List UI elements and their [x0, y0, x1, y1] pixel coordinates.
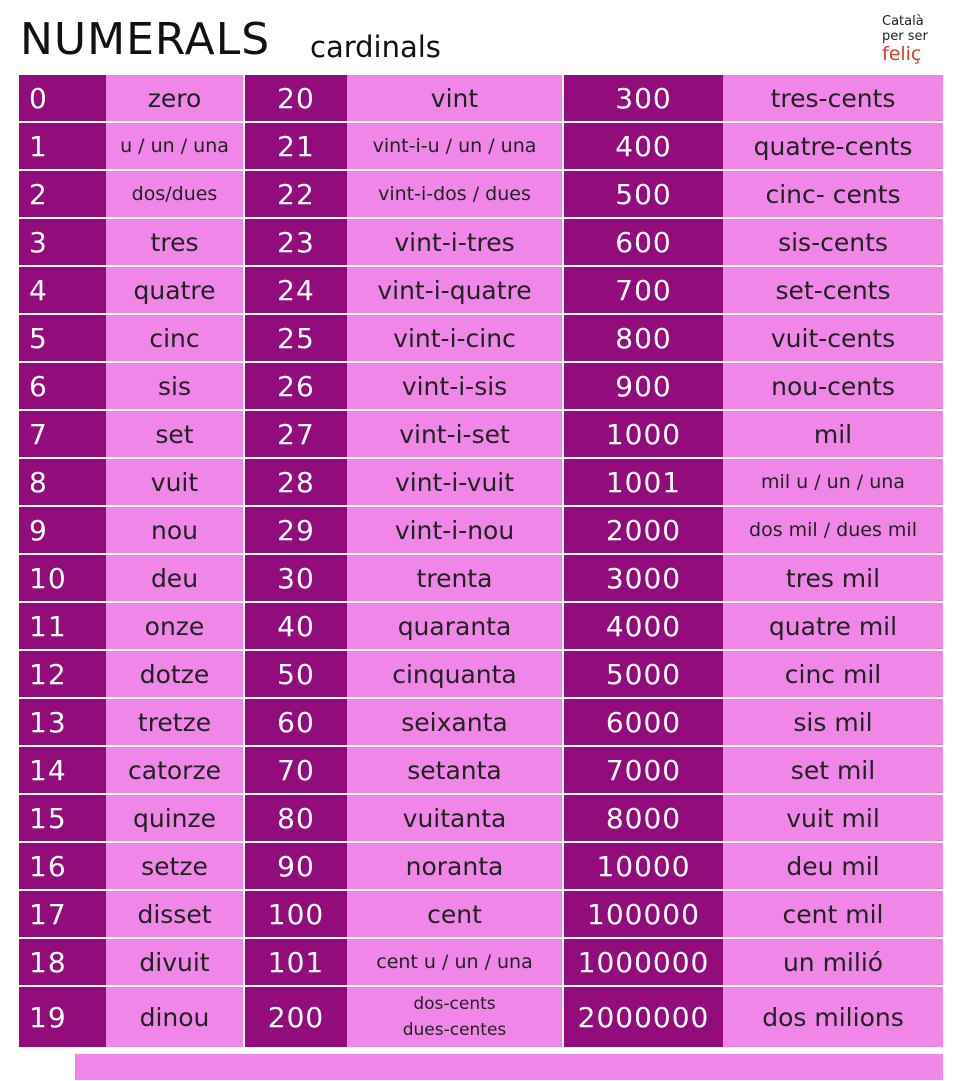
- table-row: [19, 890, 943, 938]
- word-cell: dos/dues: [106, 170, 244, 218]
- number-cell: 100000: [563, 890, 723, 938]
- number-cell: 500: [563, 170, 723, 218]
- number-cell: 7000: [563, 746, 723, 794]
- table-row: [19, 938, 943, 986]
- table-row: [19, 602, 943, 650]
- word-cell: cinc: [106, 314, 244, 362]
- word-cell: tretze: [106, 698, 244, 746]
- page-subtitle: cardinals: [310, 30, 441, 64]
- word-cell: sis-cents: [723, 218, 943, 266]
- number-cell: 3000: [563, 554, 723, 602]
- number-cell: 80: [244, 794, 347, 842]
- number-cell: 90: [244, 842, 347, 890]
- word-cell: cent u / un / una: [347, 938, 563, 986]
- number-cell: 17: [19, 890, 106, 938]
- word-cell: deu mil: [723, 842, 943, 890]
- number-cell: 5000: [563, 650, 723, 698]
- word-cell: quatre: [106, 266, 244, 314]
- logo-line-1: Català: [882, 14, 924, 29]
- word-cell: dos mil / dues mil: [723, 506, 943, 554]
- word-cell: vint: [347, 75, 563, 122]
- logo-line-3: feliç: [882, 43, 922, 65]
- word-cell: dinou: [106, 986, 244, 1048]
- number-cell: 800: [563, 314, 723, 362]
- number-cell: 25: [244, 314, 347, 362]
- table-row: [19, 458, 943, 506]
- number-cell: 26: [244, 362, 347, 410]
- table-row: [19, 650, 943, 698]
- table-row: [19, 75, 943, 122]
- word-cell: zero: [106, 75, 244, 122]
- number-cell: 29: [244, 506, 347, 554]
- word-cell: vint-i-nou: [347, 506, 563, 554]
- number-cell: 21: [244, 122, 347, 170]
- number-cell: 11: [19, 602, 106, 650]
- number-cell: 400: [563, 122, 723, 170]
- table-row: [19, 122, 943, 170]
- number-cell: 12: [19, 650, 106, 698]
- word-cell: vint-i-dos / dues: [347, 170, 563, 218]
- number-cell: 22: [244, 170, 347, 218]
- number-cell: 101: [244, 938, 347, 986]
- table-row: [19, 506, 943, 554]
- number-cell: 8000: [563, 794, 723, 842]
- word-cell: divuit: [106, 938, 244, 986]
- number-cell: 27: [244, 410, 347, 458]
- word-cell: un milió: [723, 938, 943, 986]
- word-cell: set mil: [723, 746, 943, 794]
- word-line: dos-cents: [413, 994, 496, 1014]
- table-row: [19, 986, 943, 1048]
- number-cell: 1001: [563, 458, 723, 506]
- word-cell: cinquanta: [347, 650, 563, 698]
- word-cell: mil: [723, 410, 943, 458]
- number-cell: 600: [563, 218, 723, 266]
- number-cell: 9: [19, 506, 106, 554]
- numerals-table: [19, 75, 943, 1049]
- word-cell: vint-i-set: [347, 410, 563, 458]
- number-cell: 4: [19, 266, 106, 314]
- word-cell: vuit mil: [723, 794, 943, 842]
- word-cell: cinc mil: [723, 650, 943, 698]
- word-cell: setze: [106, 842, 244, 890]
- number-cell: 19: [19, 986, 106, 1048]
- word-cell: cent: [347, 890, 563, 938]
- word-cell: set: [106, 410, 244, 458]
- word-cell: dos milions: [723, 986, 943, 1048]
- table-row: [19, 266, 943, 314]
- number-cell: 70: [244, 746, 347, 794]
- word-cell: vint-i-sis: [347, 362, 563, 410]
- word-cell: vuit-cents: [723, 314, 943, 362]
- number-cell: 28: [244, 458, 347, 506]
- word-cell: disset: [106, 890, 244, 938]
- table-row: [19, 746, 943, 794]
- number-cell: 10000: [563, 842, 723, 890]
- number-cell: 1000000: [563, 938, 723, 986]
- number-cell: 2000000: [563, 986, 723, 1048]
- number-cell: 0: [19, 75, 106, 122]
- word-cell: quatre mil: [723, 602, 943, 650]
- word-cell: mil u / un / una: [723, 458, 943, 506]
- word-cell: vint-i-tres: [347, 218, 563, 266]
- word-cell: cinc- cents: [723, 170, 943, 218]
- word-cell: seixanta: [347, 698, 563, 746]
- table-row: [19, 410, 943, 458]
- number-cell: 16: [19, 842, 106, 890]
- word-cell: vuit: [106, 458, 244, 506]
- page-title: NUMERALS: [20, 14, 271, 65]
- word-cell: quinze: [106, 794, 244, 842]
- table-row: [19, 554, 943, 602]
- word-cell: sis mil: [723, 698, 943, 746]
- table-row: [19, 218, 943, 266]
- word-cell: quatre-cents: [723, 122, 943, 170]
- word-cell: catorze: [106, 746, 244, 794]
- word-cell: u / un / una: [106, 122, 244, 170]
- word-cell: set-cents: [723, 266, 943, 314]
- number-cell: 200: [244, 986, 347, 1048]
- table-row: [19, 842, 943, 890]
- word-cell: sis: [106, 362, 244, 410]
- number-cell: 900: [563, 362, 723, 410]
- word-cell: [347, 986, 563, 1048]
- number-cell: 10: [19, 554, 106, 602]
- number-cell: 8: [19, 458, 106, 506]
- table-row: [19, 362, 943, 410]
- number-cell: 30: [244, 554, 347, 602]
- number-cell: 700: [563, 266, 723, 314]
- word-cell: quaranta: [347, 602, 563, 650]
- number-cell: 60: [244, 698, 347, 746]
- table-row: [19, 170, 943, 218]
- number-cell: 23: [244, 218, 347, 266]
- word-cell: nou-cents: [723, 362, 943, 410]
- word-cell: tres-cents: [723, 75, 943, 122]
- word-cell: vint-i-u / un / una: [347, 122, 563, 170]
- number-cell: 40: [244, 602, 347, 650]
- number-cell: 14: [19, 746, 106, 794]
- number-cell: 20: [244, 75, 347, 122]
- number-cell: 100: [244, 890, 347, 938]
- number-cell: 3: [19, 218, 106, 266]
- number-cell: 1000: [563, 410, 723, 458]
- number-cell: 5: [19, 314, 106, 362]
- word-cell: tres: [106, 218, 244, 266]
- word-cell: deu: [106, 554, 244, 602]
- number-cell: 6000: [563, 698, 723, 746]
- number-cell: 50: [244, 650, 347, 698]
- word-cell: cent mil: [723, 890, 943, 938]
- number-cell: 300: [563, 75, 723, 122]
- word-cell: dotze: [106, 650, 244, 698]
- brand-logo: [882, 14, 952, 64]
- number-cell: 1: [19, 122, 106, 170]
- number-cell: 4000: [563, 602, 723, 650]
- word-cell: onze: [106, 602, 244, 650]
- table-row: [19, 314, 943, 362]
- number-cell: 24: [244, 266, 347, 314]
- number-cell: 6: [19, 362, 106, 410]
- table-row: [19, 794, 943, 842]
- word-cell: vint-i-quatre: [347, 266, 563, 314]
- number-cell: 13: [19, 698, 106, 746]
- word-cell: noranta: [347, 842, 563, 890]
- word-cell: setanta: [347, 746, 563, 794]
- number-cell: 2: [19, 170, 106, 218]
- word-cell: vuitanta: [347, 794, 563, 842]
- number-cell: 2000: [563, 506, 723, 554]
- word-cell: nou: [106, 506, 244, 554]
- word-cell: vint-i-cinc: [347, 314, 563, 362]
- table-row: [19, 698, 943, 746]
- number-cell: 15: [19, 794, 106, 842]
- number-cell: 18: [19, 938, 106, 986]
- logo-line-2: per ser: [882, 29, 928, 44]
- word-cell: tres mil: [723, 554, 943, 602]
- word-cell: trenta: [347, 554, 563, 602]
- bottom-strip: [75, 1054, 943, 1080]
- number-cell: 7: [19, 410, 106, 458]
- word-cell: vint-i-vuit: [347, 458, 563, 506]
- word-line: dues-centes: [402, 1020, 507, 1040]
